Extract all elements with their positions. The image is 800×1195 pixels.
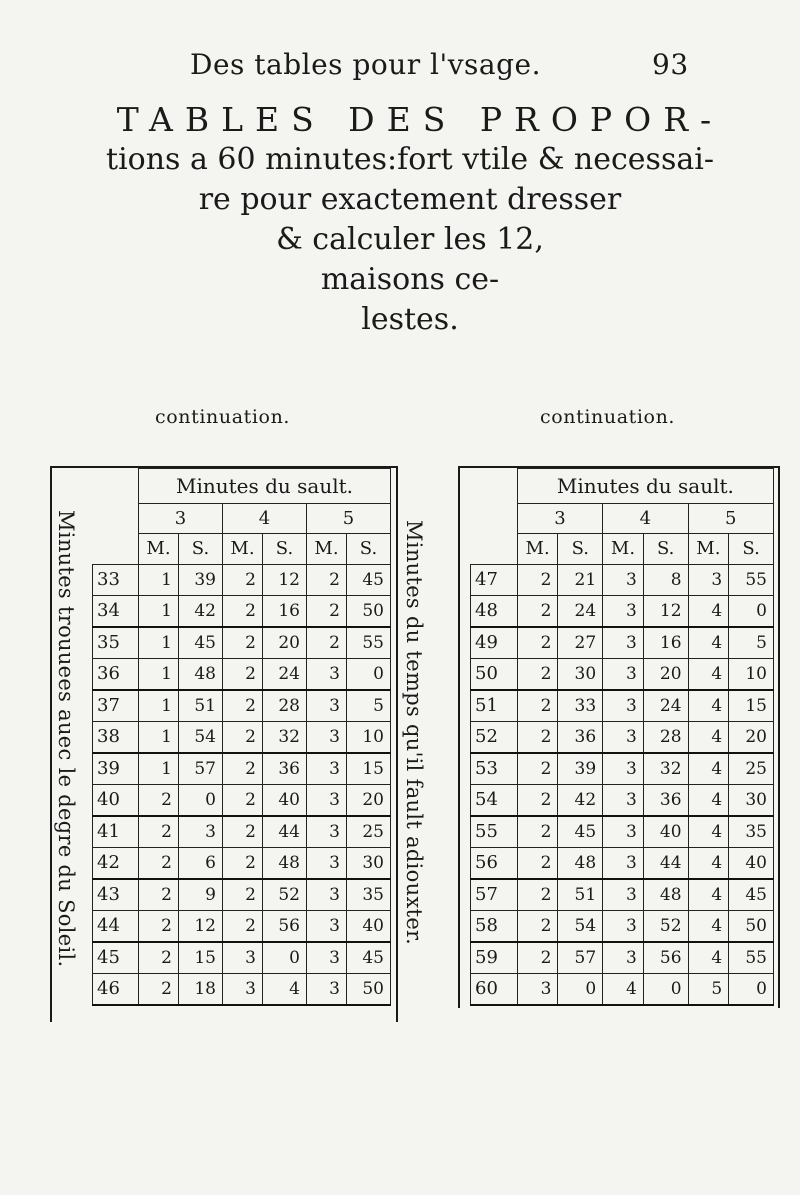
title-line-3: re pour exactement dresser <box>198 182 622 217</box>
table-cell: 2 <box>517 847 558 879</box>
table-cell: 3 <box>307 658 347 690</box>
table-cell: 3 <box>603 690 644 722</box>
table-cell: 3 <box>603 721 644 753</box>
table-cell: 55 <box>729 942 774 974</box>
table-row <box>471 847 774 879</box>
title-line-6: lestes. <box>361 302 459 337</box>
table-cell: 3 <box>603 627 644 659</box>
table-cell: 4 <box>688 816 729 848</box>
table-cell: 45 <box>347 942 391 974</box>
row-minute: 45 <box>93 942 139 974</box>
table-cell: 3 <box>603 564 644 595</box>
table-cell: 3 <box>603 847 644 879</box>
row-minute: 44 <box>93 910 139 942</box>
proportion-table-right <box>470 468 774 1006</box>
table-cell: 35 <box>729 816 774 848</box>
unit-header: M. <box>517 534 558 565</box>
table-cell: 2 <box>307 627 347 659</box>
table-cell: 33 <box>558 690 603 722</box>
continuation-label-left: continuation. <box>155 406 291 428</box>
title-line-2: tions a 60 minutes:fort vtile & necessai- <box>106 142 714 177</box>
row-minute: 37 <box>93 690 139 722</box>
table-cell: 48 <box>263 847 307 879</box>
table-cell: 45 <box>179 627 223 659</box>
table-cell: 45 <box>729 879 774 911</box>
table-row <box>471 816 774 848</box>
row-minute: 49 <box>471 627 518 659</box>
table-row <box>93 879 391 911</box>
table-row <box>471 784 774 816</box>
table-cell: 3 <box>307 690 347 722</box>
table-cell: 32 <box>263 721 307 753</box>
table-cell: 20 <box>263 627 307 659</box>
table-cell: 2 <box>517 816 558 848</box>
table-cell: 51 <box>179 690 223 722</box>
table-cell: 2 <box>307 564 347 595</box>
unit-header: M. <box>307 534 347 565</box>
table-cell: 40 <box>263 784 307 816</box>
table-row <box>93 658 391 690</box>
table-cell: 10 <box>729 658 774 690</box>
table-row <box>93 784 391 816</box>
table-cell: 2 <box>223 627 263 659</box>
table-cell: 3 <box>307 879 347 911</box>
table-cell: 2 <box>139 910 179 942</box>
unit-header: M. <box>223 534 263 565</box>
side-label-middle: Minutes du temps qu'il fault adiouxter. <box>402 520 426 946</box>
table-cell: 3 <box>688 564 729 595</box>
table-cell: 56 <box>643 942 688 974</box>
table-row <box>93 942 391 974</box>
table-cell: 35 <box>347 879 391 911</box>
page-number: 93 <box>652 48 689 81</box>
table-cell: 28 <box>263 690 307 722</box>
table-cell: 57 <box>558 942 603 974</box>
table-row <box>93 564 391 595</box>
table-cell: 10 <box>347 721 391 753</box>
row-minute: 39 <box>93 753 139 785</box>
table-cell: 9 <box>179 879 223 911</box>
table-cell: 3 <box>603 816 644 848</box>
row-minute: 36 <box>93 658 139 690</box>
table-cell: 20 <box>347 784 391 816</box>
table-cell: 24 <box>643 690 688 722</box>
table-cell: 2 <box>223 564 263 595</box>
table-cell: 30 <box>347 847 391 879</box>
table-cell: 1 <box>139 753 179 785</box>
table-row <box>471 942 774 974</box>
table-cell: 1 <box>139 564 179 595</box>
table-cell: 3 <box>307 973 347 1005</box>
table-cell: 0 <box>263 942 307 974</box>
table-cell: 4 <box>688 910 729 942</box>
table-row <box>93 973 391 1005</box>
unit-header: S. <box>179 534 223 565</box>
table-cell: 2 <box>517 595 558 627</box>
table-row <box>93 847 391 879</box>
table-cell: 5 <box>688 973 729 1005</box>
row-minute: 41 <box>93 816 139 848</box>
row-minute: 59 <box>471 942 518 974</box>
row-minute: 40 <box>93 784 139 816</box>
table-cell: 3 <box>307 816 347 848</box>
table-cell: 2 <box>139 942 179 974</box>
table-cell: 36 <box>643 784 688 816</box>
table-cell: 25 <box>729 753 774 785</box>
proportion-table-left <box>92 468 391 1006</box>
continuation-label-right: continuation. <box>540 406 676 428</box>
table-cell: 40 <box>643 816 688 848</box>
table-cell: 3 <box>307 910 347 942</box>
table-cell: 3 <box>517 973 558 1005</box>
row-minute: 53 <box>471 753 518 785</box>
table-cell: 3 <box>603 784 644 816</box>
table-header: Minutes du sault. <box>517 469 773 504</box>
table-cell: 42 <box>558 784 603 816</box>
table-cell: 12 <box>643 595 688 627</box>
table-cell: 3 <box>603 753 644 785</box>
table-cell: 27 <box>558 627 603 659</box>
table-row <box>471 595 774 627</box>
table-cell: 2 <box>223 721 263 753</box>
table-cell: 52 <box>263 879 307 911</box>
table-cell: 36 <box>558 721 603 753</box>
table-cell: 2 <box>517 627 558 659</box>
table-cell: 42 <box>179 595 223 627</box>
table-cell: 25 <box>347 816 391 848</box>
table-cell: 21 <box>558 564 603 595</box>
table-cell: 2 <box>139 816 179 848</box>
row-minute: 54 <box>471 784 518 816</box>
row-minute: 50 <box>471 658 518 690</box>
table-cell: 1 <box>139 721 179 753</box>
table-cell: 52 <box>643 910 688 942</box>
table-cell: 2 <box>517 753 558 785</box>
table-cell: 30 <box>729 784 774 816</box>
table-cell: 1 <box>139 690 179 722</box>
table-cell: 56 <box>263 910 307 942</box>
table-cell: 2 <box>517 658 558 690</box>
table-cell: 5 <box>347 690 391 722</box>
table-cell: 3 <box>307 847 347 879</box>
degree-header: 4 <box>603 504 688 534</box>
row-minute: 46 <box>93 973 139 1005</box>
unit-header: S. <box>558 534 603 565</box>
table-cell: 2 <box>139 973 179 1005</box>
table-cell: 3 <box>603 879 644 911</box>
unit-header: S. <box>263 534 307 565</box>
row-minute: 58 <box>471 910 518 942</box>
title-line-1: TABLES DES PROPOR- <box>116 100 724 139</box>
row-minute: 42 <box>93 847 139 879</box>
running-head <box>190 48 689 92</box>
table-cell: 0 <box>643 973 688 1005</box>
table-cell: 28 <box>643 721 688 753</box>
table-cell: 3 <box>603 658 644 690</box>
table-cell: 4 <box>688 658 729 690</box>
table-cell: 0 <box>729 595 774 627</box>
table-cell: 24 <box>558 595 603 627</box>
table-cell: 15 <box>179 942 223 974</box>
table-cell: 0 <box>179 784 223 816</box>
unit-header: M. <box>688 534 729 565</box>
table-cell: 1 <box>139 658 179 690</box>
table-cell: 2 <box>223 847 263 879</box>
table-cell: 4 <box>688 595 729 627</box>
table-cell: 55 <box>729 564 774 595</box>
table-cell: 39 <box>179 564 223 595</box>
table-cell: 40 <box>729 847 774 879</box>
row-minute: 52 <box>471 721 518 753</box>
table-cell: 4 <box>603 973 644 1005</box>
table-cell: 3 <box>307 784 347 816</box>
table-row <box>93 721 391 753</box>
running-head-title: Des tables pour l'vsage. <box>190 48 541 81</box>
table-cell: 36 <box>263 753 307 785</box>
table-cell: 45 <box>558 816 603 848</box>
table-cell: 8 <box>643 564 688 595</box>
table-cell: 16 <box>643 627 688 659</box>
table-cell: 4 <box>688 690 729 722</box>
table-cell: 15 <box>347 753 391 785</box>
row-minute: 48 <box>471 595 518 627</box>
unit-header: M. <box>139 534 179 565</box>
table-row <box>471 658 774 690</box>
table-cell: 3 <box>603 910 644 942</box>
table-cell: 54 <box>179 721 223 753</box>
table-cell: 48 <box>643 879 688 911</box>
row-minute: 55 <box>471 816 518 848</box>
table-cell: 2 <box>223 879 263 911</box>
table-cell: 2 <box>223 816 263 848</box>
table-cell: 15 <box>729 690 774 722</box>
table-cell: 4 <box>688 784 729 816</box>
row-minute: 33 <box>93 564 139 595</box>
table-cell: 16 <box>263 595 307 627</box>
table-cell: 2 <box>223 753 263 785</box>
table-cell: 45 <box>347 564 391 595</box>
table-cell: 50 <box>729 910 774 942</box>
table-cell: 2 <box>223 690 263 722</box>
table-cell: 12 <box>263 564 307 595</box>
table-header: Minutes du sault. <box>139 469 391 504</box>
table-cell: 20 <box>729 721 774 753</box>
table-cell: 51 <box>558 879 603 911</box>
table-cell: 2 <box>517 784 558 816</box>
table-cell: 2 <box>517 721 558 753</box>
table-cell: 48 <box>558 847 603 879</box>
table-cell: 3 <box>223 973 263 1005</box>
degree-header: 3 <box>517 504 602 534</box>
table-row <box>471 753 774 785</box>
table-cell: 2 <box>517 879 558 911</box>
table-row <box>471 910 774 942</box>
table-cell: 2 <box>307 595 347 627</box>
table-row <box>93 690 391 722</box>
table-cell: 0 <box>347 658 391 690</box>
row-minute: 43 <box>93 879 139 911</box>
table-row <box>93 816 391 848</box>
table-row <box>471 721 774 753</box>
table-cell: 24 <box>263 658 307 690</box>
table-cell: 12 <box>179 910 223 942</box>
table-row <box>471 627 774 659</box>
table-row <box>93 753 391 785</box>
page-title <box>60 100 760 340</box>
table-row <box>471 879 774 911</box>
table-cell: 6 <box>179 847 223 879</box>
table-cell: 2 <box>517 942 558 974</box>
table-cell: 3 <box>223 942 263 974</box>
table-cell: 2 <box>517 910 558 942</box>
table-cell: 3 <box>307 721 347 753</box>
table-cell: 32 <box>643 753 688 785</box>
table-cell: 3 <box>307 753 347 785</box>
unit-header: S. <box>729 534 774 565</box>
row-minute: 51 <box>471 690 518 722</box>
table-cell: 2 <box>223 595 263 627</box>
degree-header: 4 <box>223 504 307 534</box>
table-cell: 4 <box>688 847 729 879</box>
table-row <box>471 973 774 1005</box>
table-cell: 4 <box>688 753 729 785</box>
table-cell: 3 <box>603 942 644 974</box>
table-cell: 1 <box>139 595 179 627</box>
table-cell: 57 <box>179 753 223 785</box>
table-cell: 2 <box>223 784 263 816</box>
unit-header: S. <box>347 534 391 565</box>
table-cell: 39 <box>558 753 603 785</box>
title-line-4: & calculer les 12, <box>276 222 544 257</box>
table-cell: 0 <box>558 973 603 1005</box>
table-cell: 54 <box>558 910 603 942</box>
table-cell: 2 <box>517 564 558 595</box>
row-minute: 57 <box>471 879 518 911</box>
row-minute: 38 <box>93 721 139 753</box>
table-cell: 18 <box>179 973 223 1005</box>
table-row <box>471 564 774 595</box>
table-cell: 2 <box>223 910 263 942</box>
table-row <box>93 595 391 627</box>
table-cell: 4 <box>688 721 729 753</box>
table-cell: 44 <box>643 847 688 879</box>
row-minute: 47 <box>471 564 518 595</box>
table-cell: 0 <box>729 973 774 1005</box>
degree-header: 5 <box>307 504 391 534</box>
row-minute: 56 <box>471 847 518 879</box>
table-cell: 3 <box>179 816 223 848</box>
table-row <box>471 690 774 722</box>
degree-header: 5 <box>688 504 773 534</box>
table-cell: 50 <box>347 973 391 1005</box>
row-minute: 34 <box>93 595 139 627</box>
table-cell: 1 <box>139 627 179 659</box>
degree-header: 3 <box>139 504 223 534</box>
table-cell: 2 <box>517 690 558 722</box>
table-cell: 2 <box>139 784 179 816</box>
table-cell: 2 <box>139 847 179 879</box>
side-label-left: Minutes trouuees auec le degre du Soleil. <box>54 510 78 968</box>
table-cell: 4 <box>688 879 729 911</box>
table-cell: 44 <box>263 816 307 848</box>
row-minute: 35 <box>93 627 139 659</box>
table-row <box>93 910 391 942</box>
table-cell: 48 <box>179 658 223 690</box>
row-minute: 60 <box>471 973 518 1005</box>
table-row <box>93 627 391 659</box>
table-cell: 4 <box>688 942 729 974</box>
table-cell: 30 <box>558 658 603 690</box>
table-cell: 2 <box>139 879 179 911</box>
table-cell: 3 <box>603 595 644 627</box>
table-cell: 20 <box>643 658 688 690</box>
table-cell: 40 <box>347 910 391 942</box>
table-cell: 2 <box>223 658 263 690</box>
table-cell: 55 <box>347 627 391 659</box>
table-cell: 5 <box>729 627 774 659</box>
table-cell: 3 <box>307 942 347 974</box>
unit-header: S. <box>643 534 688 565</box>
table-cell: 4 <box>688 627 729 659</box>
unit-header: M. <box>603 534 644 565</box>
table-cell: 50 <box>347 595 391 627</box>
title-line-5: maisons ce- <box>320 262 500 297</box>
table-cell: 4 <box>263 973 307 1005</box>
